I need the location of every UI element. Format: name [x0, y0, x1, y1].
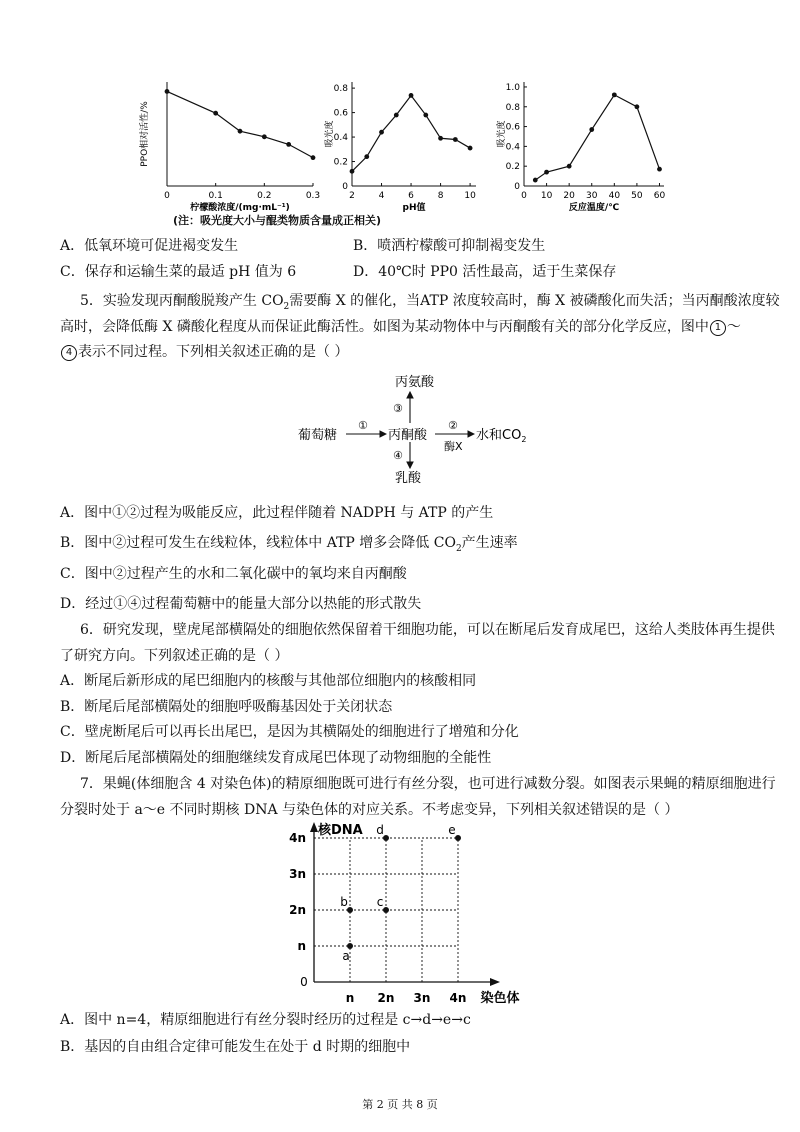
data-point: [453, 137, 458, 142]
q7-stem-line1: 7．果蝇(体细胞含 4 对染色体)的精原细胞既可进行有丝分裂，也可进行减数分裂。如图表示果蝇的精原细胞进行: [80, 776, 776, 792]
q4-option-a: A．低氧环境可促进褐变发生: [60, 238, 239, 254]
node-glucose: 葡萄糖: [298, 428, 338, 443]
point-label-a: a: [342, 949, 350, 963]
x-axis-label: 反应温度/℃: [568, 203, 620, 213]
x-tick-label: 2: [349, 191, 355, 201]
chart-3-temperature: [490, 74, 670, 224]
data-point: [213, 111, 218, 116]
x-axis-arrow: [490, 978, 500, 986]
q6-stem-line2: 了研究方向。下列叙述正确的是（ ）: [60, 648, 289, 664]
y-tick-label: 0.8: [333, 84, 348, 95]
chart-note: (注：吸光度大小与醌类物质含量成正相关): [173, 214, 382, 227]
q7-option-a: A．图中 n=4，精原细胞进行有丝分裂时经历的过程是 c→d→e→c: [60, 1012, 471, 1028]
q4-option-b: B．喷洒柠檬酸可抑制褐变发生: [353, 238, 546, 254]
y-tick-label: 2n: [289, 903, 306, 917]
y-axis-label: 吸光度: [325, 120, 335, 148]
origin-label: 0: [300, 975, 308, 989]
y-tick-label: 0.8: [505, 102, 520, 113]
q6-stem-line1: 6．研究发现，壁虎尾部横隔处的细胞依然保留着干细胞功能，可以在断尾后发育成尾巴，这给人类肢体再生提供: [80, 622, 775, 638]
point-b: [347, 907, 353, 913]
q5-option-b: B．图中②过程可发生在线粒体，线粒体中 ATP 增多会降低 $CO_2$产生速率: [60, 535, 518, 554]
point-e: [455, 835, 461, 841]
x-tick-label: 4n: [449, 991, 467, 1005]
point-label-c: c: [376, 895, 384, 909]
point-label-e: e: [448, 823, 456, 837]
point-label-b: b: [340, 895, 348, 909]
node-lactate: 乳酸: [395, 471, 422, 486]
y-tick-label: 0.6: [505, 122, 520, 133]
y-tick-label: 0.2: [333, 157, 348, 168]
data-point: [567, 164, 572, 169]
point-c: [383, 907, 389, 913]
data-point: [286, 142, 291, 147]
data-point: [165, 89, 170, 94]
pyruvate-pathway-diagram: [290, 368, 530, 488]
y-tick-label: 0.2: [505, 162, 520, 173]
x-tick-label: 0.2: [257, 191, 272, 201]
y-tick-label: 0.4: [505, 142, 520, 153]
data-point: [409, 93, 414, 98]
series-line: [352, 95, 470, 171]
x-tick-label: 60: [653, 191, 666, 201]
q4-option-c: C．保存和运输生菜的最适 pH 值为 6: [60, 264, 297, 280]
label-process-1: ①: [358, 419, 368, 432]
x-axis-label: 柠檬酸浓度/(mg·mL⁻¹): [190, 203, 290, 213]
y-axis-label: 吸光度: [497, 120, 507, 148]
series-line: [535, 95, 659, 180]
q5-stem-line3: 4 表示不同过程。下列相关叙述正确的是（ ）: [60, 342, 348, 362]
q7-option-b: B．基因的自由组合定律可能发生在处于 d 时期的细胞中: [60, 1039, 411, 1055]
y-tick-label: 0: [514, 182, 520, 192]
x-tick-label: 0.1: [208, 191, 223, 201]
x-tick-label: 40: [608, 191, 621, 201]
q5-option-a: A．图中①②过程为吸能反应，此过程伴随着 NADPH 与 ATP 的产生: [60, 505, 494, 521]
x-axis-label: pH值: [402, 203, 426, 213]
label-enzyme-x: 酶X: [444, 440, 463, 453]
x-tick-label: n: [345, 991, 355, 1005]
q5-stem-line2: 高时，会降低酶 X 磷酸化程度从而保证此酶活性。如图为某动物体中与丙酮酸有关的部分化学反应，图中 1 ～: [60, 319, 741, 335]
node-alanine: 丙氨酸: [395, 375, 435, 390]
y-axis-label: 核DNA: [318, 823, 363, 838]
data-point: [589, 127, 594, 132]
x-tick-label: 0: [521, 191, 527, 201]
data-point: [238, 129, 243, 134]
y-tick-label: 4n: [289, 831, 306, 845]
y-axis-arrow: [310, 822, 318, 832]
x-tick-label: 6: [408, 191, 414, 201]
y-tick-label: 0: [342, 182, 348, 192]
data-point: [394, 113, 399, 118]
data-point: [311, 155, 316, 160]
q6-option-c: C．壁虎断尾后可以再长出尾巴，是因为其横隔处的细胞进行了增殖和分化: [60, 724, 519, 740]
x-tick-label: 3n: [413, 991, 431, 1005]
x-tick-label: 4: [378, 191, 385, 201]
q4-option-d: D．40℃时 PP0 活性最高，适于生菜保存: [353, 264, 617, 280]
y-tick-label: 0.6: [333, 108, 348, 119]
y-tick-label: 3n: [289, 867, 306, 881]
q7-stem-line2: 分裂时处于 a～e 不同时期核 DNA 与染色体的对应关系。不考虑变异，下列相关叙述错误的是（ ）: [60, 802, 679, 818]
y-tick-label: 1.0: [505, 82, 520, 93]
y-axis-label: PPO相对活性/%: [140, 101, 150, 167]
x-tick-label: 0: [164, 191, 170, 201]
label-process-4: ④: [393, 449, 403, 462]
x-tick-label: 30: [586, 191, 598, 201]
data-point: [657, 167, 662, 172]
y-tick-label: 0.4: [333, 133, 348, 144]
data-point: [635, 104, 640, 109]
x-tick-label: 50: [631, 191, 643, 201]
data-point: [438, 136, 443, 141]
page-footer: 第 2 页 共 8 页: [362, 1098, 438, 1111]
label-process-2: ②: [448, 419, 458, 432]
data-point: [379, 130, 384, 135]
q5-option-d: D．经过①④过程葡萄糖中的能量大部分以热能的形式散失: [60, 596, 422, 612]
data-point: [364, 154, 369, 159]
q6-option-d: D．断尾后尾部横隔处的细胞继续发育成尾巴体现了动物细胞的全能性: [60, 750, 492, 766]
q6-option-b: B．断尾后尾部横隔处的细胞呼吸酶基因处于关闭状态: [60, 699, 393, 715]
data-point: [262, 134, 267, 139]
series-line: [167, 91, 313, 157]
dna-chromosome-graph: [280, 818, 520, 1008]
x-tick-label: 10: [540, 191, 553, 201]
data-point: [468, 146, 473, 151]
x-axis-label: 染色体: [480, 991, 520, 1006]
node-water-co2: 水和$CO_2$: [476, 428, 527, 444]
point-d: [383, 835, 389, 841]
data-point: [544, 170, 549, 175]
data-point: [350, 169, 355, 174]
point-label-d: d: [376, 823, 384, 837]
node-pyruvate: 丙酮酸: [388, 428, 428, 443]
chart-1-ppo-citric: [135, 74, 330, 224]
data-point: [423, 113, 428, 118]
label-process-3: ③: [393, 402, 403, 415]
x-tick-label: 8: [437, 191, 444, 201]
y-tick-label: n: [297, 939, 306, 953]
x-tick-label: 10: [464, 191, 476, 201]
chart-2-ph: [318, 74, 488, 224]
x-tick-label: 20: [563, 191, 575, 201]
x-tick-label: 2n: [377, 991, 395, 1005]
x-tick-label: 0.3: [305, 191, 321, 201]
q5-option-c: C．图中②过程产生的水和二氧化碳中的氧均来自丙酮酸: [60, 566, 407, 582]
data-point: [612, 92, 617, 97]
data-point: [533, 178, 538, 183]
q6-option-a: A．断尾后新形成的尾巴细胞内的核酸与其他部位细胞内的核酸相同: [60, 673, 477, 689]
q5-stem-line1: 5．实验发现丙酮酸脱羧产生 $CO_2$需要酶 X 的催化，当ATP 浓度较高时，酶 X 被磷酸化而失活；当丙酮酸浓度较: [80, 293, 780, 312]
